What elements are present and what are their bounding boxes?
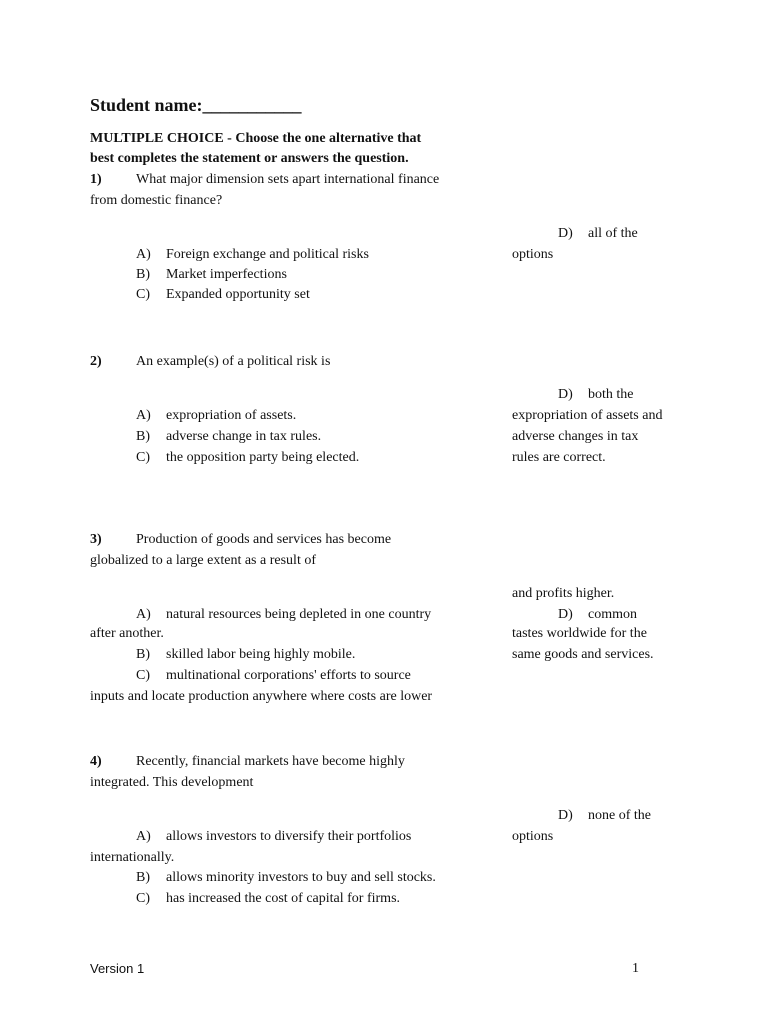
footer-page-number: 1 — [632, 961, 639, 976]
student-name-field: Student name:___________ — [90, 95, 302, 115]
option-text: multinational corporations' efforts to source — [166, 668, 411, 683]
option-label: C) — [136, 891, 150, 906]
footer-version: Version 1 — [90, 961, 145, 976]
option-label: A) — [136, 607, 151, 622]
instructions-line-1: MULTIPLE CHOICE - Choose the one alternative that — [90, 131, 422, 146]
option-c[interactable] — [136, 889, 400, 909]
option-d[interactable] — [558, 385, 634, 405]
option-text: Foreign exchange and political risks — [166, 247, 369, 262]
option-text: skilled labor being highly mobile. — [166, 647, 356, 662]
option-a[interactable] — [136, 605, 431, 625]
option-text: none of the — [588, 808, 651, 823]
option-c[interactable] — [136, 666, 411, 686]
option-label: D) — [558, 226, 573, 241]
question-stem: from domestic finance? — [90, 193, 223, 208]
option-label: D) — [558, 607, 573, 622]
question-number: 2) — [90, 354, 102, 369]
option-b[interactable] — [136, 265, 287, 285]
question-number: 3) — [90, 532, 102, 547]
option-label: D) — [558, 387, 573, 402]
option-d[interactable] — [558, 224, 638, 244]
option-d[interactable] — [558, 806, 651, 826]
option-a[interactable] — [136, 245, 369, 265]
option-text: expropriation of assets. — [166, 408, 297, 423]
option-b[interactable] — [136, 868, 436, 888]
question-stem: Production of goods and services has become — [136, 532, 392, 547]
option-label: A) — [136, 829, 151, 844]
option-text: internationally. — [90, 850, 175, 865]
question-stem: An example(s) of a political risk is — [136, 354, 331, 369]
option-text: same goods and services. — [512, 647, 654, 662]
option-c[interactable] — [136, 285, 310, 305]
option-b[interactable] — [136, 645, 355, 665]
option-label: A) — [136, 408, 151, 423]
option-text: expropriation of assets and — [512, 408, 663, 423]
option-label: B) — [136, 429, 150, 444]
option-text: options — [512, 829, 554, 844]
option-text: after another. — [90, 626, 164, 641]
option-text: allows minority investors to buy and sell stocks. — [166, 870, 436, 885]
option-a[interactable] — [136, 827, 411, 847]
option-text: tastes worldwide for the — [512, 626, 647, 641]
option-label: A) — [136, 247, 151, 262]
option-text: all of the — [588, 226, 638, 241]
option-text: the opposition party being elected. — [166, 450, 360, 465]
option-label: C) — [136, 287, 150, 302]
option-text: adverse changes in tax — [512, 429, 639, 444]
question-stem: integrated. This development — [90, 775, 254, 790]
question-number: 4) — [90, 754, 102, 769]
option-b[interactable] — [136, 427, 321, 447]
question-number: 1) — [90, 172, 102, 187]
option-text: both the — [588, 387, 634, 402]
option-d[interactable] — [558, 605, 637, 625]
option-label: B) — [136, 647, 150, 662]
option-text: Expanded opportunity set — [166, 287, 310, 302]
option-text: adverse change in tax rules. — [166, 429, 322, 444]
question-stem: Recently, financial markets have become highly — [136, 754, 405, 769]
option-text: rules are correct. — [512, 450, 606, 465]
option-label: B) — [136, 870, 150, 885]
option-text: common — [588, 607, 637, 622]
option-text: allows investors to diversify their portfolios — [166, 829, 412, 844]
instructions-line-2: best completes the statement or answers the question. — [90, 151, 409, 166]
option-label: D) — [558, 808, 573, 823]
option-c-continuation: and profits higher. — [512, 586, 615, 601]
option-c[interactable] — [136, 448, 359, 468]
option-label: C) — [136, 668, 150, 683]
option-text: inputs and locate production anywhere where costs are lower — [90, 689, 433, 704]
option-label: B) — [136, 267, 150, 282]
option-text: has increased the cost of capital for firms. — [166, 891, 401, 906]
question-stem: globalized to a large extent as a result of — [90, 553, 316, 568]
option-label: C) — [136, 450, 150, 465]
option-text: natural resources being depleted in one country — [166, 607, 432, 622]
option-a[interactable] — [136, 406, 296, 426]
question-stem: What major dimension sets apart international finance — [136, 172, 440, 187]
option-text: options — [512, 247, 554, 262]
option-text: Market imperfections — [166, 267, 287, 282]
